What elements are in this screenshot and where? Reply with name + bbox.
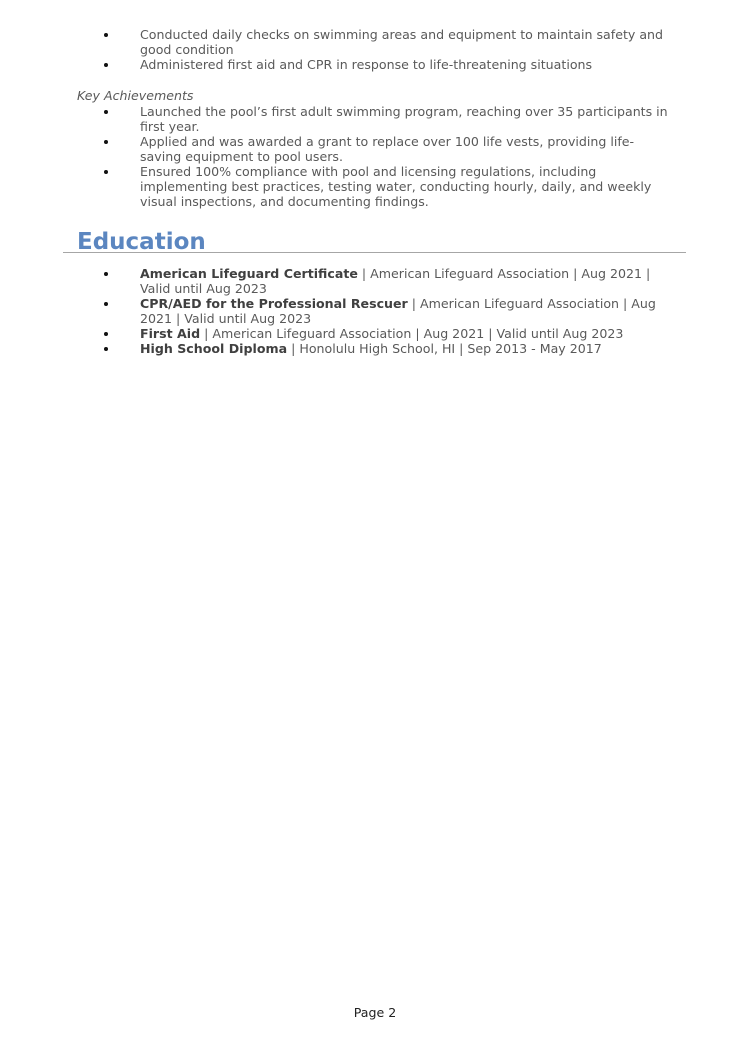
- achievements-list: [0, 104, 750, 209]
- bullet-icon: [104, 140, 108, 144]
- education-title: First Aid: [140, 326, 201, 341]
- education-details: | American Lifeguard Association | Aug 2021 | Valid until Aug 2023: [200, 326, 624, 341]
- education-title: High School Diploma: [140, 341, 288, 356]
- achievement-text: Ensured 100% compliance with pool and licensing regulations, including implementing best practices, testing water, conducting hourly, daily, and weekly visual inspections, and documenting findings.: [140, 164, 652, 209]
- education-heading: Education: [77, 229, 206, 255]
- bullet-icon: [104, 272, 108, 276]
- education-details: | Honolulu High School, HI | Sep 2013 - May 2017: [287, 341, 602, 356]
- education-list: [0, 266, 750, 356]
- education-title: American Lifeguard Certificate: [140, 266, 358, 281]
- achievement-text: Applied and was awarded a grant to replace over 100 life vests, providing life-saving equipment to pool users.: [140, 134, 635, 164]
- bullet-icon: [104, 170, 108, 174]
- bullet-icon: [104, 347, 108, 351]
- bullet-icon: [104, 302, 108, 306]
- achievements-heading: Key Achievements: [77, 88, 194, 103]
- list-item: [0, 57, 750, 72]
- bullet-icon: [104, 63, 108, 67]
- education-details: | American Lifeguard Association | Aug 2021 | Valid until Aug 2023: [140, 296, 656, 326]
- duty-text: Conducted daily checks on swimming areas and equipment to maintain safety and good condition: [140, 27, 664, 57]
- bullet-icon: [104, 110, 108, 114]
- page-number: Page 2: [353, 1005, 397, 1020]
- education-title: CPR/AED for the Professional Rescuer: [140, 296, 408, 311]
- duty-text: Administered first aid and CPR in response to life-threatening situations: [140, 57, 593, 72]
- bullet-icon: [104, 332, 108, 336]
- list-item: [0, 326, 750, 341]
- achievement-text: Launched the pool’s first adult swimming program, reaching over 35 participants in first year.: [140, 104, 668, 134]
- list-item: [0, 104, 750, 134]
- list-item: [0, 296, 750, 326]
- education-details: | American Lifeguard Association | Aug 2021 | Valid until Aug 2023: [140, 266, 651, 296]
- bullet-icon: [104, 33, 108, 37]
- list-item: [0, 164, 750, 209]
- list-item: [0, 341, 750, 356]
- list-item: [0, 27, 750, 57]
- list-item: [0, 134, 750, 164]
- list-item: [0, 266, 750, 296]
- section-divider: [63, 252, 686, 253]
- duties-list: [0, 27, 750, 72]
